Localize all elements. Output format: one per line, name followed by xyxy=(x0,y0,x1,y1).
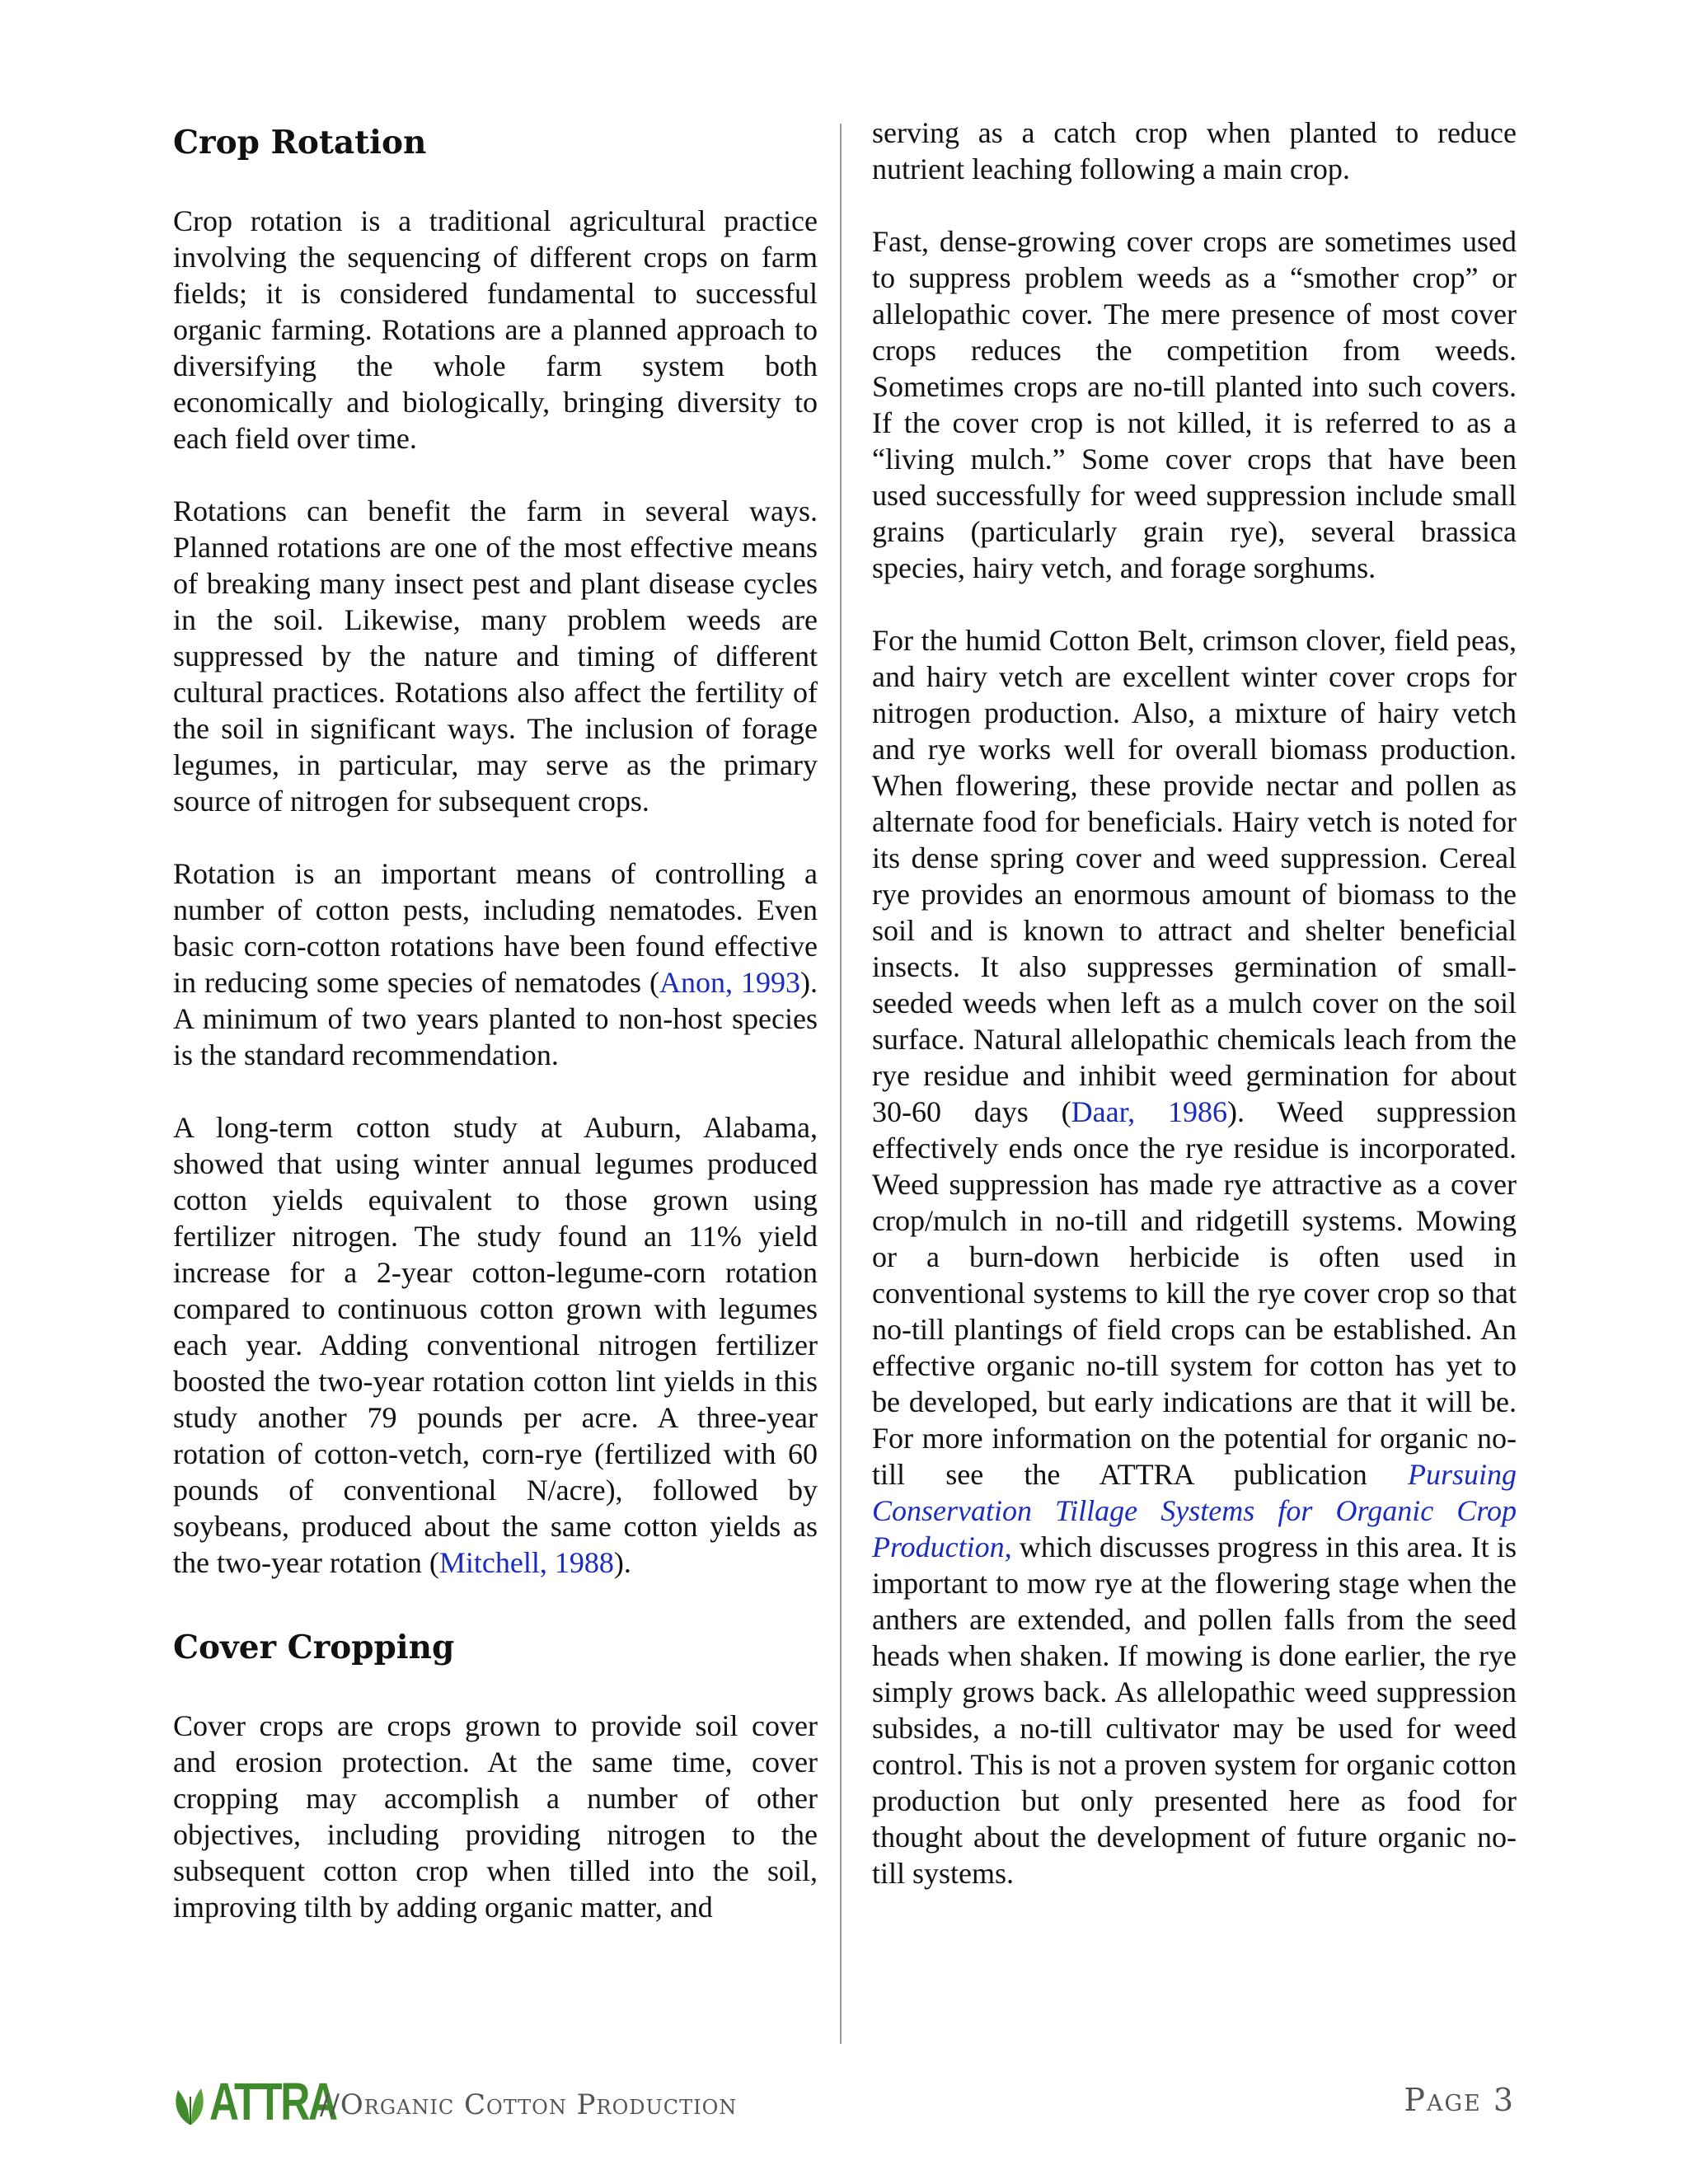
citation-link-anon-1993[interactable]: Anon, 1993 xyxy=(659,966,801,999)
paragraph-text: Rotation is an important means of controlling a number of cotton pests, including nematodes. Even basic corn-cotton rotations have been found effective in reducing some species of nematodes ( xyxy=(173,857,818,999)
publication-title: //Organic Cotton Production xyxy=(320,2088,738,2121)
column-divider xyxy=(840,124,842,2044)
paragraph xyxy=(872,622,1517,1891)
paragraph xyxy=(173,855,818,1073)
paragraph: Crop rotation is a traditional agricultural practice involving the sequencing of different crops on farm fields; it is considered fundamental to successful organic farming. Rotations are a planned approach to diversifying the whole farm system both economically and biologically, bringing diversity to each field over time. xyxy=(173,204,818,455)
page-number: Page 3 xyxy=(1404,2082,1515,2118)
paragraph: Cover crops are crops grown to provide soil cover and erosion protection. At the same time, cover cropping may accomplish a number of other objectives, including providing nitrogen to the subsequent cotton crop when tilled into the soil, improving tilth by adding organic matter, and xyxy=(173,1709,818,1924)
citation-link-mitchell-1988[interactable]: Mitchell, 1988 xyxy=(438,1546,614,1579)
citation-link-daar-1986[interactable]: Daar, 1986 xyxy=(1071,1095,1227,1128)
paragraph-text: ). Weed suppression effectively ends once the rye residue is incorporated. Weed suppression has made rye attractive as a cover crop/mulch in no-till and ridgetill systems. Mowing or a burn-down herbicide is often used in conventional systems to kill the rye cover crop so that no-till plantings of field crops can be established. An effective organic no-till system for cotton has yet to be developed, but early indications are that it will be. For more information on the potential for organic no-till see the ATTRA publication xyxy=(872,1095,1517,1491)
page-footer xyxy=(171,2072,1515,2130)
paragraph: Fast, dense-growing cover crops are sometimes used to suppress problem weeds as a “smother crop” or allelopathic cover. The mere presence of most cover crops reduces the competition from weeds. Sometimes crops are no-till planted into such covers. If the cover crop is not killed, it is referred to as a “living mulch.” Some cover crops that have been used successfully for weed suppression include small grains (particularly grain rye), several brassica species, hairy vetch, and forage sorghums. xyxy=(872,225,1517,584)
leaf-icon xyxy=(171,2080,208,2126)
attra-logo xyxy=(171,2072,336,2131)
left-column xyxy=(173,122,818,1961)
section-heading-crop-rotation: Crop Rotation xyxy=(173,124,427,162)
publication-link-conservation-tillage[interactable]: Pursuing Conservation Tillage Systems for Organic Crop Production, xyxy=(872,1458,1517,1563)
right-column xyxy=(872,115,1517,1928)
paragraph-text: ). A minimum of two years planted to non-host species is the standard recommendation. xyxy=(173,966,818,1071)
paragraph-text: A long-term cotton study at Auburn, Alabama, showed that using winter annual legumes produced cotton yields equivalent to those grown using fertilizer nitrogen. The study found an 11% yield increase for a 2-year cotton-legume-corn rotation compared to continuous cotton grown with legumes each year. Adding conventional nitrogen fertilizer boosted the two-year rotation cotton lint yields in this study another 79 pounds per acre. A three-year rotation of cotton-vetch, corn-rye (fertilized with 60 pounds of conventional N/acre), followed by soybeans, produced about the same cotton yields as the two-year rotation ( xyxy=(173,1111,818,1579)
paragraph xyxy=(173,1109,818,1581)
paragraph: serving as a catch crop when planted to reduce nutrient leaching following a main crop. xyxy=(872,116,1517,185)
section-heading-cover-cropping: Cover Cropping xyxy=(173,1629,455,1666)
paragraph-text: For the humid Cotton Belt, crimson clover, field peas, and hairy vetch are excellent winter cover crops for nitrogen production. Also, a mixture of hairy vetch and rye works well for overall biomass production. When flowering, these provide nectar and pollen as alternate food for beneficials. Hairy vetch is noted for its dense spring cover and weed suppression. Cereal rye provides an enormous amount of biomass to the soil and is known to attract and shelter beneficial insects. It also suppresses germination of small-seeded weeds when left as a mulch cover on the soil surface. Natural allelopathic chemicals leach from the rye residue and inhibit weed germination for about 30-60 days ( xyxy=(872,624,1517,1128)
paragraph: Rotations can benefit the farm in several ways. Planned rotations are one of the most effective means of breaking many insect pest and plant disease cycles in the soil. Likewise, many problem weeds are suppressed by the nature and timing of different cultural practices. Rotations also affect the fertility of the soil in significant ways. The inclusion of forage legumes, in particular, may serve as the primary source of nitrogen for subsequent crops. xyxy=(173,494,818,818)
paragraph-text: which discusses progress in this area. It is important to mow rye at the flowering stage when the anthers are extended, and pollen falls from the seed heads when shaken. If mowing is done earlier, the rye simply grows back. As allelopathic weed suppression subsides, a no-till cultivator may be used for weed control. This is not a proven system for organic cotton production but only presented here as food for thought about the development of future organic no-till systems. xyxy=(872,1530,1517,1890)
logo-text: ATTRA xyxy=(209,2072,336,2131)
paragraph-text: ). xyxy=(613,1546,631,1579)
